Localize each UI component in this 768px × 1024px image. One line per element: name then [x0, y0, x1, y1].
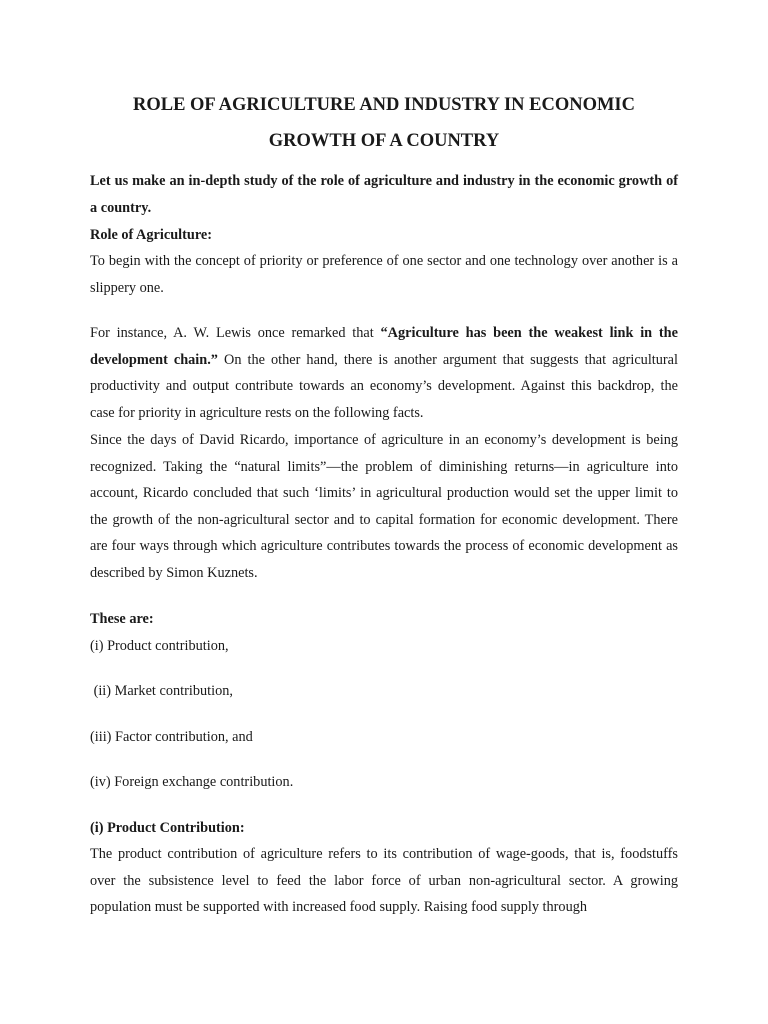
role-heading — [90, 222, 678, 249]
intro-text: Let us make an in-depth study of the role of agriculture and industry in the economic growth of a country. — [90, 173, 678, 216]
lewis-quote: “Agriculture has been the weakest link in the development chain.” — [90, 325, 678, 368]
paragraph-3: Since the days of David Ricardo, importance of agriculture in an economy’s development is being recognized. Taking the “natural limits”—the problem of diminishing returns—in agriculture into account, Ricardo concluded that such ‘limits’ in agricultural production would set the upper limit to the growth of the non-agricultural sector and to capital formation for economic development. There are four ways through which agriculture contributes towards the process of economic development as described by Simon Kuznets. — [90, 432, 678, 581]
list-item: (iv) Foreign exchange contribution. — [90, 774, 294, 790]
paragraph-2 — [90, 320, 678, 426]
paragraph-4: The product contribution of agriculture refers to its contribution of wage-goods, that is, foodstuffs over the subsistence level to feed the labor force of urban non-agricultural sector. A growing population must be supported with increased food supply. Raising food supply through — [90, 846, 678, 916]
paragraph-2-before: For instance, A. W. Lewis once remarked that — [90, 325, 381, 341]
title-line-2: GROWTH OF A COUNTRY — [268, 131, 500, 151]
list-item: (ii) Market contribution, — [90, 683, 233, 699]
title-line-1: ROLE OF AGRICULTURE AND INDUSTRY IN ECONOMIC — [132, 95, 635, 115]
intro-paragraph — [90, 168, 678, 221]
product-heading-text: (i) Product Contribution: — [90, 820, 245, 836]
role-heading-text: Role of Agriculture: — [90, 227, 213, 243]
list-item: (i) Product contribution, — [90, 638, 229, 654]
these-are-text: These are: — [90, 611, 154, 627]
product-heading — [90, 815, 678, 842]
these-are-heading — [90, 606, 678, 633]
list-item: (iii) Factor contribution, and — [90, 729, 253, 745]
paragraph-2-after: On the other hand, there is another argument that suggests that agricultural productivity and output contribute towards an economy’s development. Against this backdrop, the case for priority in agriculture rests on the following facts. — [90, 351, 678, 421]
paragraph-1: To begin with the concept of priority or preference of one sector and one technology over another is a slippery one. — [90, 253, 678, 296]
